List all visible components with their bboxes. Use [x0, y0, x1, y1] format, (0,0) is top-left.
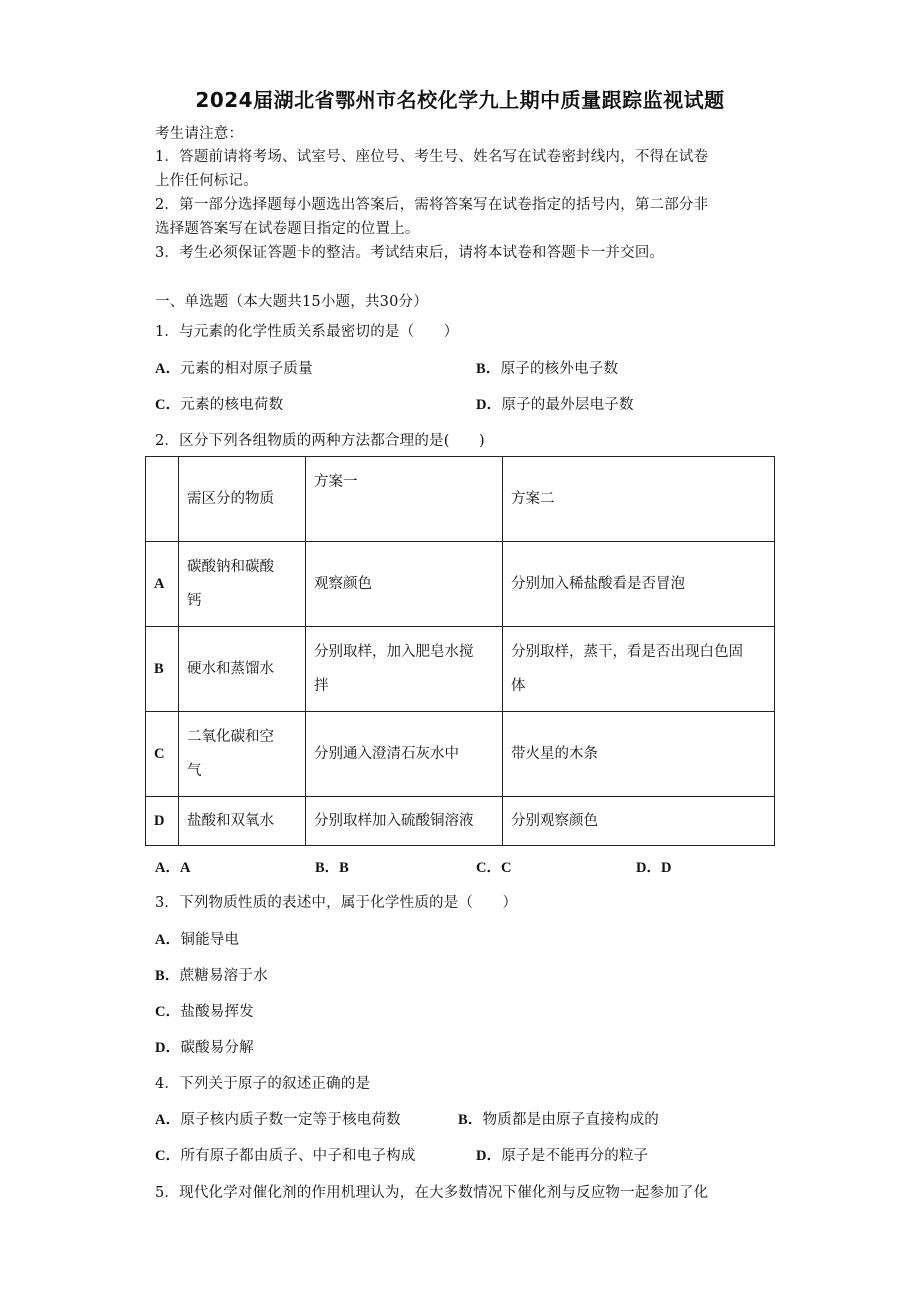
row-label: B: [146, 627, 179, 712]
question-4-option-b: B．物质都是由原子直接构成的: [458, 1112, 659, 1128]
question-2-stem: 2．区分下列各组物质的两种方法都合理的是( ): [155, 433, 485, 449]
question-2-option-b: B．B: [315, 860, 349, 876]
question-1-option-c: [155, 393, 283, 414]
question-5-stem: 5．现代化学对催化剂的作用机理认为，在大多数情况下催化剂与反应物一起参加了化: [155, 1185, 709, 1201]
row-plan-2: 带火星的木条: [503, 712, 775, 797]
question-3-option-a: A．铜能导电: [155, 932, 240, 948]
table-row: [146, 797, 775, 846]
question-2-option-c: C．C: [476, 860, 512, 876]
row-label: D: [146, 797, 179, 846]
table-row: [146, 712, 775, 797]
option-label: A．: [155, 361, 181, 377]
section-heading: 一、单选题（本大题共15小题，共30分）: [155, 294, 428, 310]
question-2-option-a: A．A: [155, 860, 191, 876]
option-label: C．: [155, 397, 181, 413]
table-row: [146, 627, 775, 712]
notice-item-1-line-2: 上作任何标记。: [155, 173, 258, 189]
option-label: B．: [476, 361, 501, 377]
row-label: A: [146, 542, 179, 627]
notice-heading: 考生请注意：: [155, 126, 244, 142]
question-2-table: [145, 456, 775, 846]
notice-item-2-line-1: 2．第一部分选择题每小题选出答案后，需将答案写在试卷指定的括号内，第二部分非: [155, 197, 709, 213]
question-2-option-d: D．D: [636, 860, 672, 876]
row-label: C: [146, 712, 179, 797]
page-title: 2024届湖北省鄂州市名校化学九上期中质量跟踪监视试题: [195, 88, 725, 112]
question-4-stem: 4．下列关于原子的叙述正确的是: [155, 1076, 371, 1092]
question-3-stem: 3．下列物质性质的表述中，属于化学性质的是（ ）: [155, 895, 518, 911]
question-1-stem: 1．与元素的化学性质关系最密切的是（ ）: [155, 324, 459, 340]
row-plan-2: 分别加入稀盐酸看是否冒泡: [503, 542, 775, 627]
option-text: 原子的核外电子数: [500, 361, 619, 377]
question-3-option-d: D．碳酸易分解: [155, 1040, 254, 1056]
question-4-option-a: A．原子核内质子数一定等于核电荷数: [155, 1112, 401, 1128]
option-label: D．: [476, 397, 502, 413]
table-row: [146, 542, 775, 627]
header-plan-1: 方案一: [306, 457, 503, 542]
row-plan-1: 分别取样加入硫酸铜溶液: [306, 797, 503, 846]
option-text: 元素的核电荷数: [180, 397, 284, 413]
option-text: 原子的最外层电子数: [501, 397, 634, 413]
row-substance: 二氧化碳和空 气: [179, 712, 306, 797]
question-4-option-c: C．所有原子都由质子、中子和电子构成: [155, 1148, 416, 1164]
row-substance: 硬水和蒸馏水: [179, 627, 306, 712]
row-substance: 碳酸钠和碳酸 钙: [179, 542, 306, 627]
question-4-option-d: D．原子是不能再分的粒子: [476, 1148, 649, 1164]
row-plan-1: 分别取样，加入肥皂水搅 拌: [306, 627, 503, 712]
option-text: 元素的相对原子质量: [180, 361, 313, 377]
question-1-option-a: [155, 357, 313, 378]
row-plan-2: 分别取样，蒸干，看是否出现白色固 体: [503, 627, 775, 712]
row-substance: 盐酸和双氧水: [179, 797, 306, 846]
question-3-option-b: B．蔗糖易溶于水: [155, 968, 268, 984]
header-label-cell: [146, 457, 179, 542]
header-plan-2: 方案二: [503, 457, 775, 542]
notice-item-3: 3．考生必须保证答题卡的整洁。考试结束后，请将本试卷和答题卡一并交回。: [155, 245, 665, 261]
question-3-option-c: C．盐酸易挥发: [155, 1004, 254, 1020]
row-plan-2: 分别观察颜色: [503, 797, 775, 846]
question-1-option-b: [476, 357, 618, 378]
table-header-row: [146, 457, 775, 542]
row-plan-1: 观察颜色: [306, 542, 503, 627]
notice-item-2-line-2: 选择题答案写在试卷题目指定的位置上。: [155, 221, 420, 237]
notice-item-1-line-1: 1．答题前请将考场、试室号、座位号、考生号、姓名写在试卷密封线内，不得在试卷: [155, 149, 709, 165]
row-plan-1: 分别通入澄清石灰水中: [306, 712, 503, 797]
question-1-option-d: [476, 393, 634, 414]
header-substance: 需区分的物质: [179, 457, 306, 542]
